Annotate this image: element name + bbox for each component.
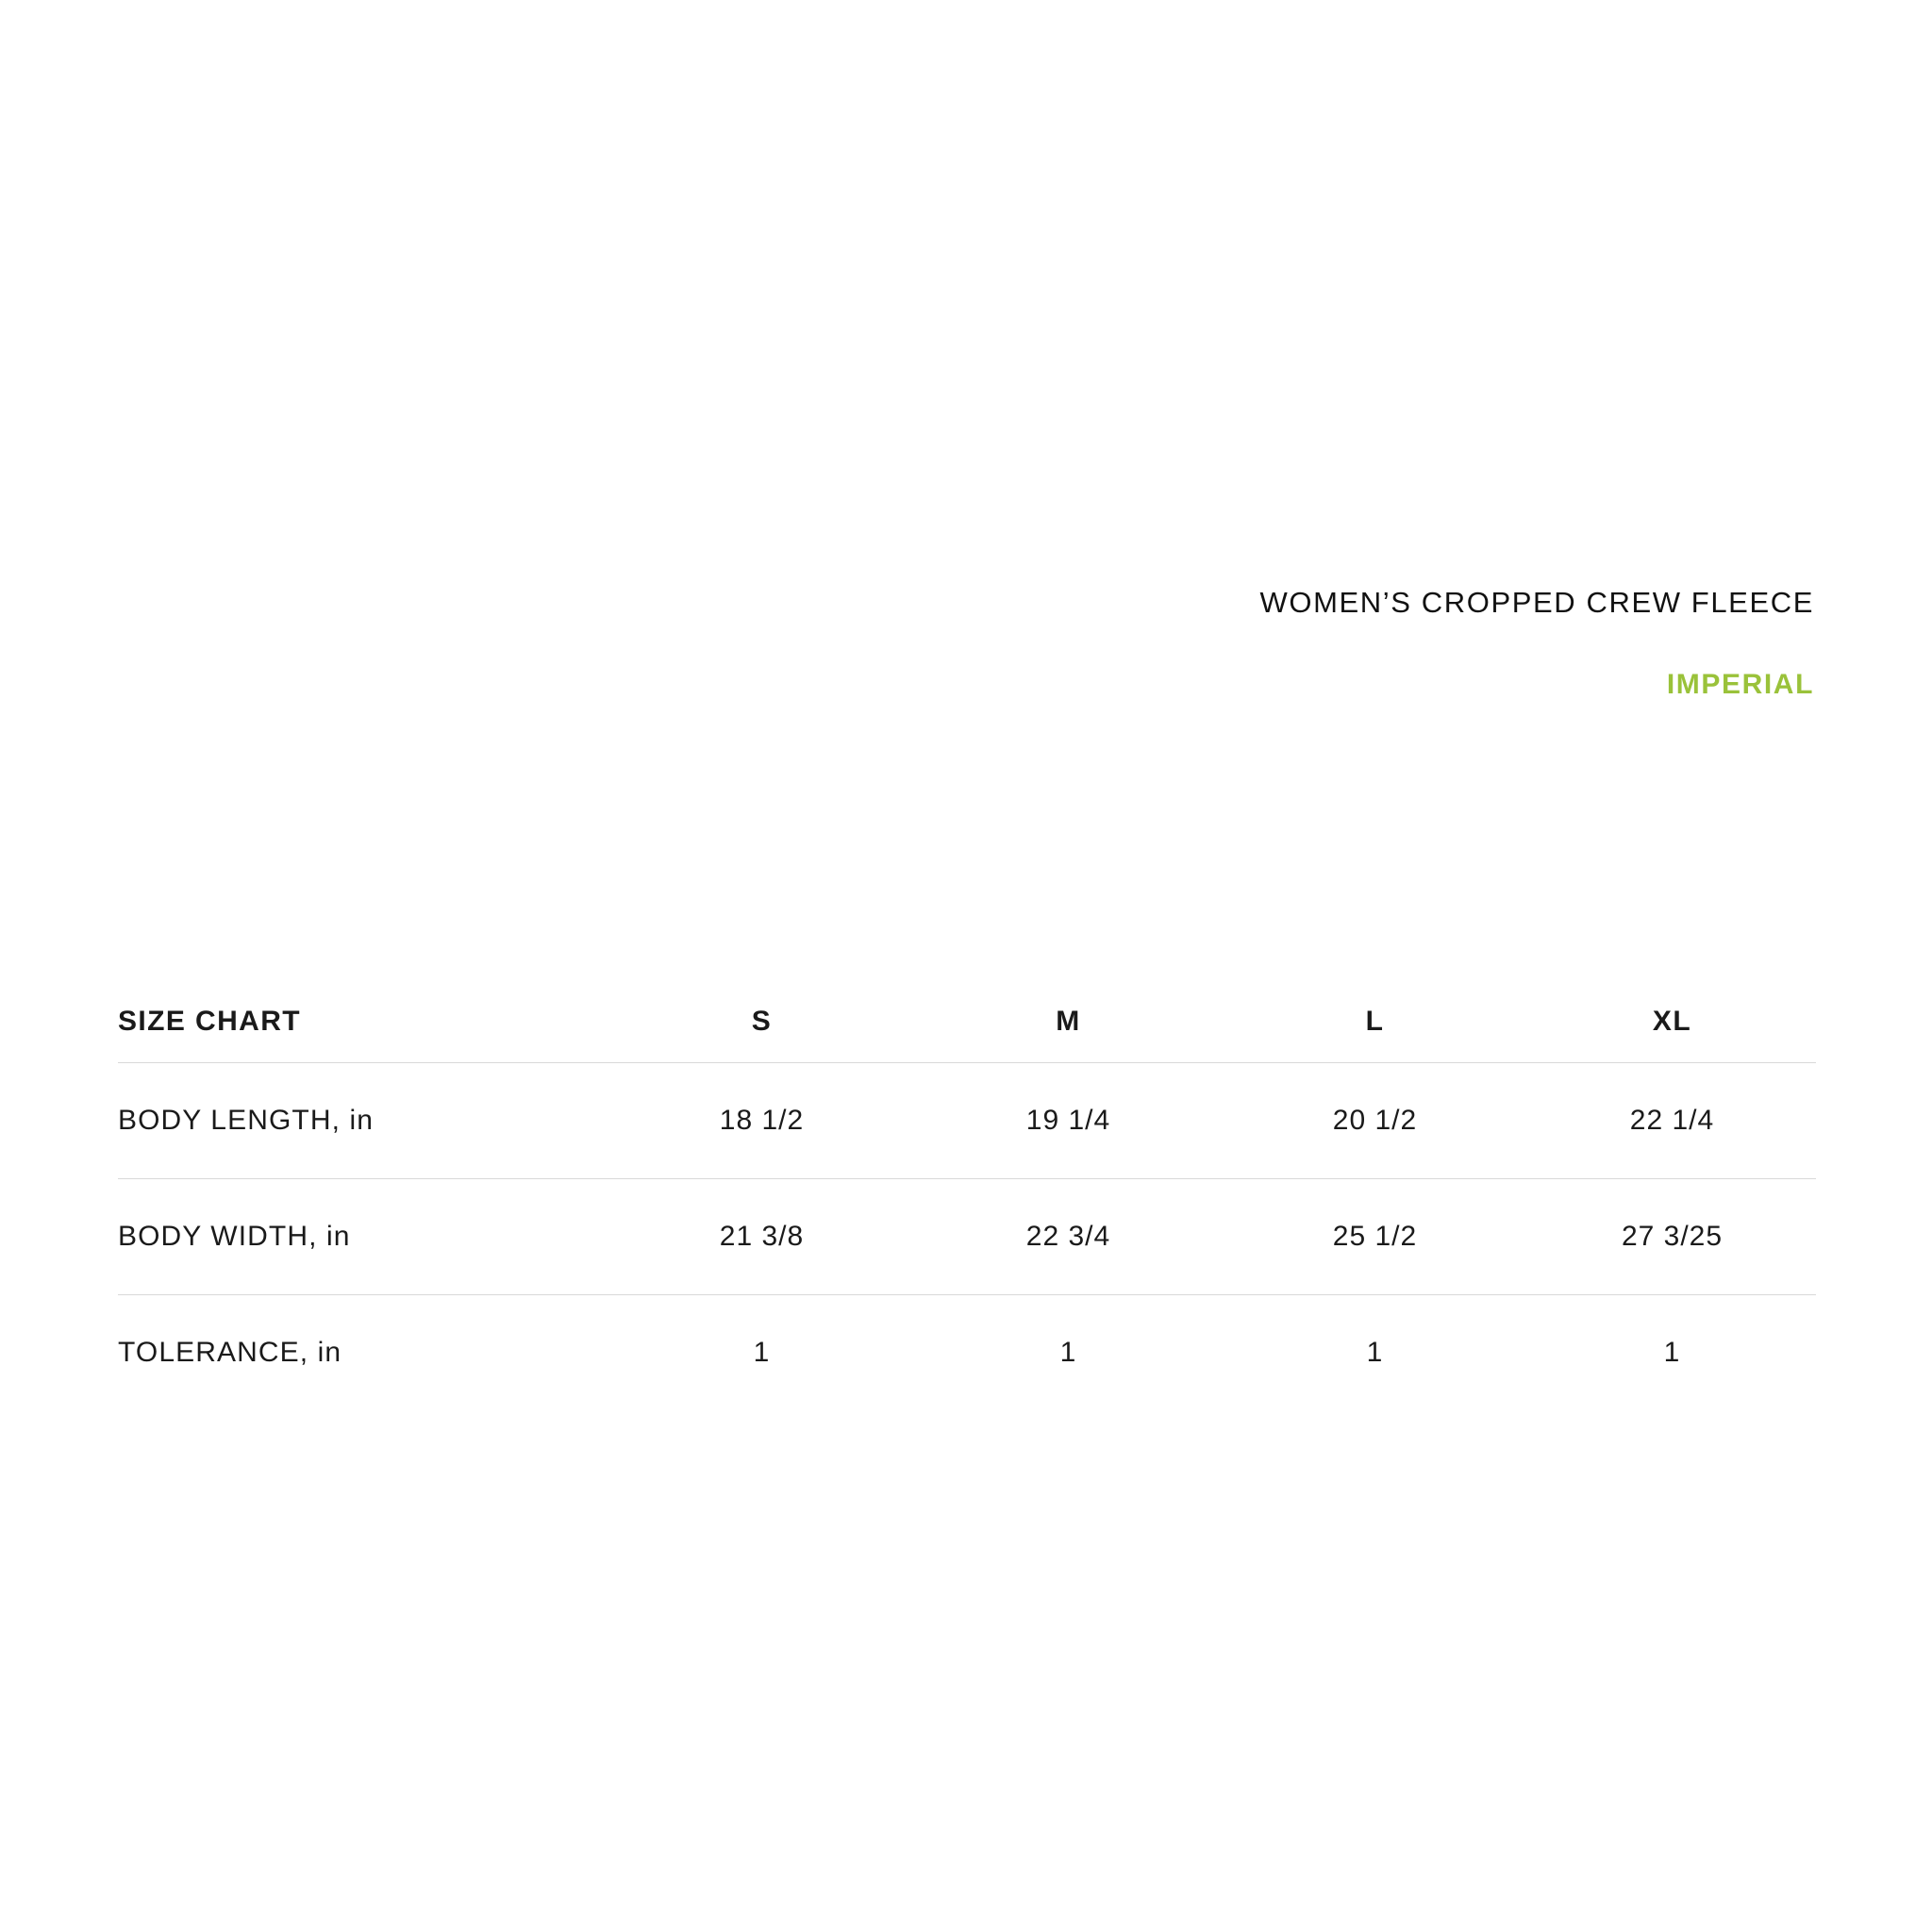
table-body	[118, 1063, 1816, 1411]
column-header-m: M	[915, 981, 1222, 1063]
cell-tolerance-s: 1	[753, 1337, 771, 1368]
table-header-row-group	[118, 981, 1816, 1063]
cell-tolerance-m: 1	[1059, 1337, 1077, 1368]
column-header-xl: XL	[1528, 981, 1816, 1063]
table-row	[118, 1063, 1816, 1179]
column-header-l: L	[1222, 981, 1528, 1063]
cell-body-width-s: 21 3/8	[608, 1179, 915, 1295]
table-row	[118, 1295, 1816, 1411]
cell-tolerance-xl: 1	[1663, 1337, 1681, 1368]
unit-system-label: IMPERIAL	[1666, 669, 1814, 701]
cell-body-length-s: 18 1/2	[608, 1063, 915, 1179]
column-header-s: S	[608, 981, 915, 1063]
cell-body-width-m: 22 3/4	[915, 1179, 1222, 1295]
row-label-tolerance: TOLERANCE, in	[118, 1337, 342, 1368]
chart-header	[118, 585, 1814, 701]
cell-body-length-l: 20 1/2	[1222, 1063, 1528, 1179]
product-title: WOMEN’S CROPPED CREW FLEECE	[1259, 586, 1814, 619]
row-label-body-length: BODY LENGTH, in	[118, 1063, 608, 1179]
size-chart-table-wrap	[118, 981, 1816, 1410]
cell-body-width-xl: 27 3/25	[1528, 1179, 1816, 1295]
size-chart-corner-label: SIZE CHART	[118, 981, 608, 1063]
cell-body-length-m: 19 1/4	[915, 1063, 1222, 1179]
row-label-body-width: BODY WIDTH, in	[118, 1179, 608, 1295]
cell-body-width-l: 25 1/2	[1222, 1179, 1528, 1295]
cell-tolerance-l: 1	[1366, 1337, 1384, 1368]
table-row	[118, 1179, 1816, 1295]
table-header-row	[118, 981, 1816, 1063]
size-chart-table	[118, 981, 1816, 1410]
cell-body-length-xl: 22 1/4	[1528, 1063, 1816, 1179]
